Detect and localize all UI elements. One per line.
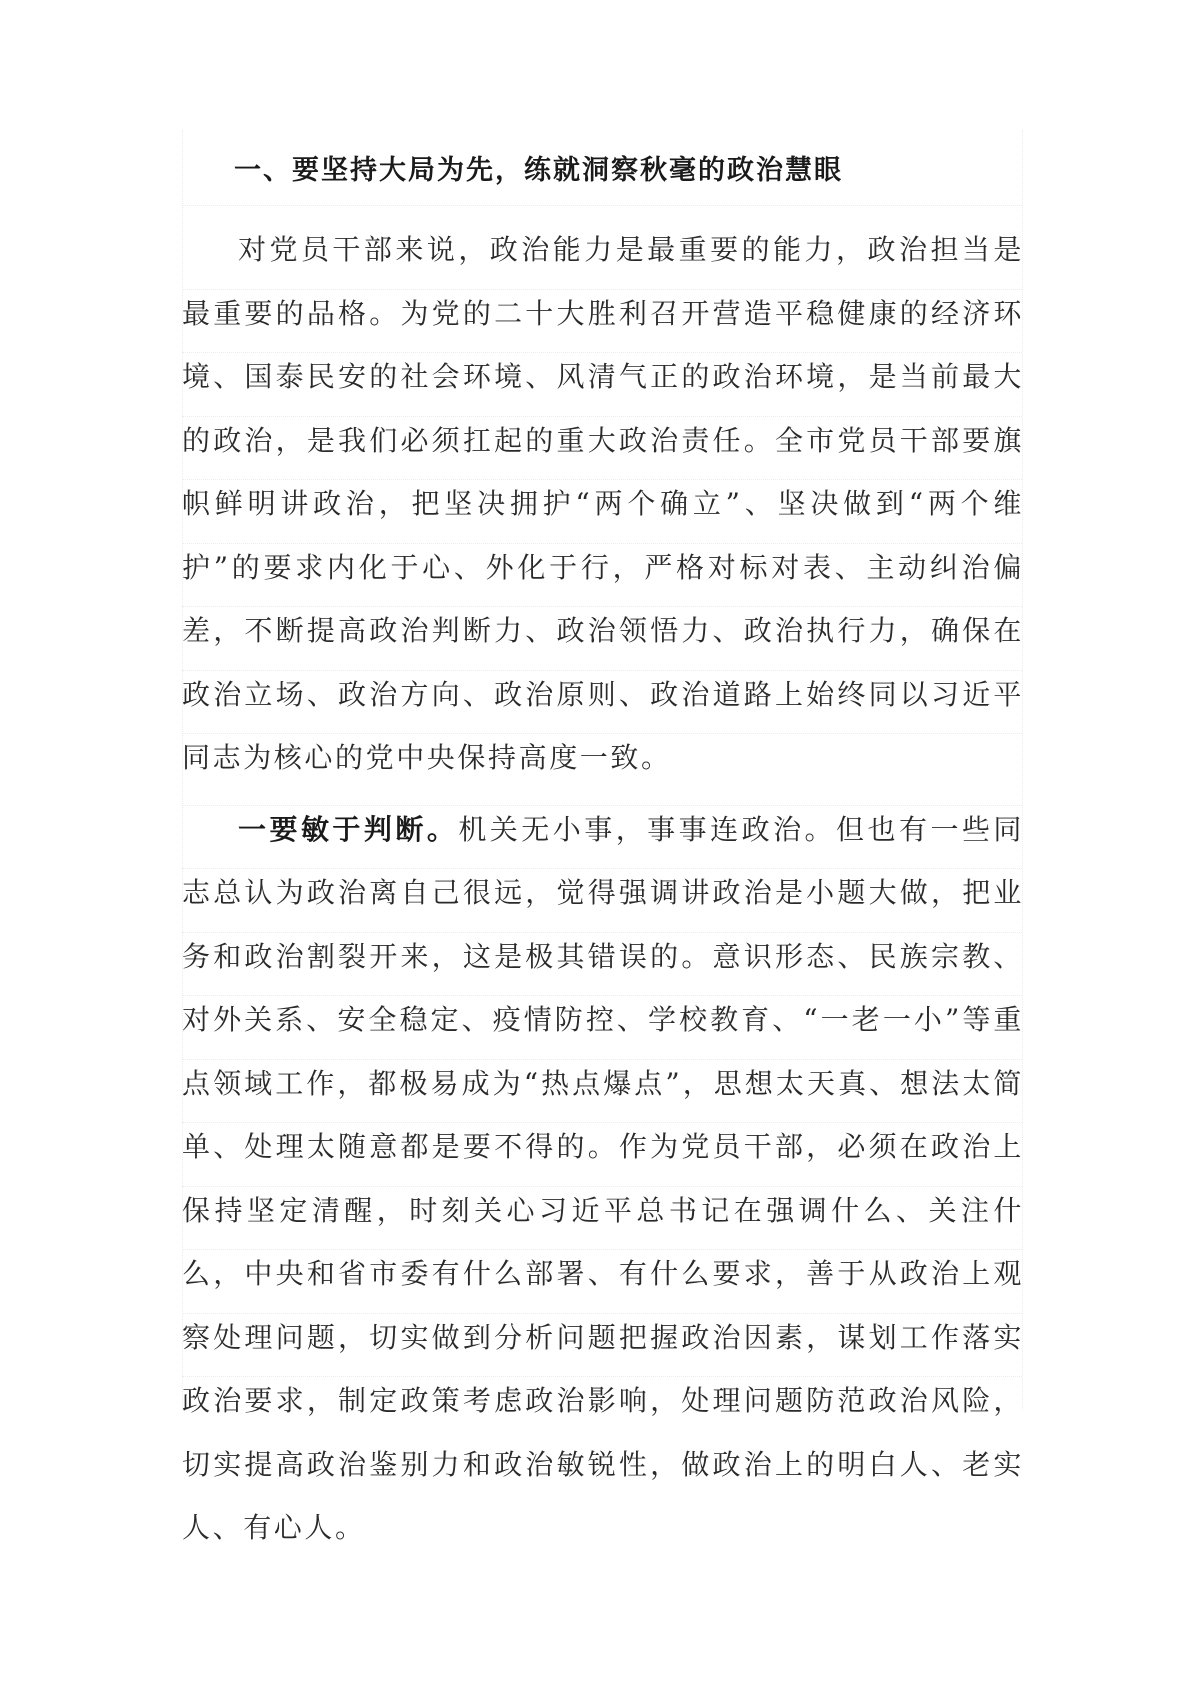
document-body <box>182 150 1024 1568</box>
section-heading: 一、要坚持大局为先，练就洞察秋毫的政治慧眼 <box>234 155 843 186</box>
paragraph-body-text: 机关无小事，事事连政治。但也有一些同志总认为政治离自己很远，觉得强调讲政治是小题大做，把业务和政治割裂开来，这是极其错误的。意识形态、民族宗教、对外关系、安全稳定、疫情防控、学校教育、“一老一小”等重点领域工作，都极易成为“热点爆点”，思想太天真、想法太简单、处理太随意都是要不得的。作为党员干部，必须在政治上保持坚定清醒，时刻关心习近平总书记在强调什么、关注什么，中央和省市委有什么部署、有什么要求，善于从政治上观察处理问题，切实做到分析问题把握政治因素，谋划工作落实政治要求，制定政策考虑政治影响，处理问题防范政治风险，切实提高政治鉴别力和政治敏锐性，做政治上的明白人、老实人、有心人。 <box>182 812 1024 1544</box>
paragraph-political-capability: 对党员干部来说，政治能力是最重要的能力，政治担当是最重要的品格。为党的二十大胜利召开营造平稳健康的经济环境、国泰民安的社会环境、风清气正的政治环境，是当前最大的政治，是我们必须扛起的重大政治责任。全市党员干部要旗帜鲜明讲政治，把坚决拥护“两个确立”、坚决做到“两个维护”的要求内化于心、外化于行，严格对标对表、主动纠治偏差，不断提高政治判断力、政治领悟力、政治执行力，确保在政治立场、政治方向、政治原则、政治道路上始终同以习近平同志为核心的党中央保持高度一致。 <box>182 233 1024 774</box>
paragraph-lead-phrase: 一要敏于判断。 <box>238 812 459 846</box>
paragraph-judgment <box>182 798 1024 1560</box>
